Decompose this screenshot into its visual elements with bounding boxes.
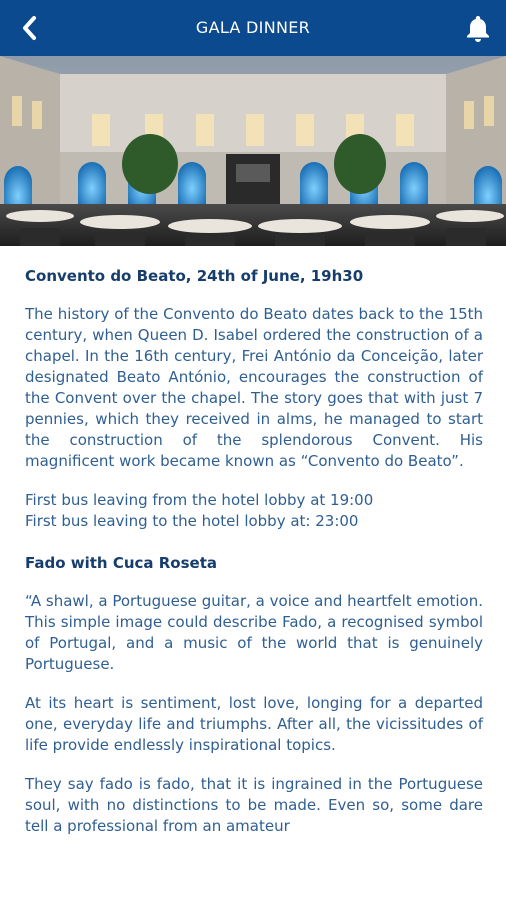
page-title: GALA DINNER [195,18,311,37]
convent-courtyard-illustration [0,56,506,246]
event-details [25,266,483,858]
section-heading: Fado with Cuca Roseta [25,554,217,572]
bell-icon [465,14,491,42]
section-venue [25,266,483,532]
bus-departure-text: First bus leaving from the hotel lobby at 19:00 [25,491,374,509]
top-app-bar [0,0,506,56]
hero-image [0,56,506,246]
fado-paragraph: At its heart is sentiment, lost love, longing for a departed one, everyday life and triumphs. After all, the vicissitudes of life provide endlessly inspirational topics. [25,694,483,754]
section-heading: Convento do Beato, 24th of June, 19h30 [25,267,364,285]
notifications-button[interactable] [460,10,496,46]
fado-paragraph: “A shawl, a Portuguese guitar, a voice and heartfelt emotion. This simple image could describe Fado, a recognised symbol of Portugal, and a music of the world that is genuinely Portuguese. [25,592,483,673]
section-fado [25,553,483,837]
fado-paragraph: They say fado is fado, that it is ingrained in the Portuguese soul, with no distinctions to be made. Even so, some dare tell a professional from an amateur [25,775,483,835]
bus-return-text: First bus leaving to the hotel lobby at: 23:00 [25,512,359,530]
history-paragraph: The history of the Convento do Beato dates back to the 15th century, when Queen D. Isabel ordered the construction of a chapel. In the 16th century, Frei António da Conceição, later designated Beato António, encourages the construction of the Convent over the chapel. The story goes that with just 7 pennies, which they received in alms, he managed to start the construction of the splendorous Convent. His magnificent work became known as “Convento do Beato”. [25,305,483,470]
